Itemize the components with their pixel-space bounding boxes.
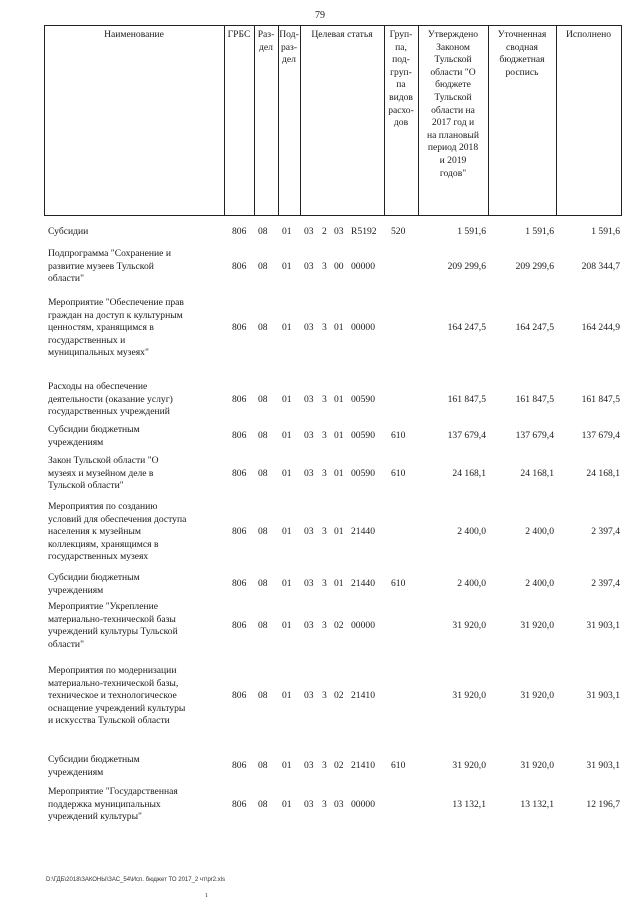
cell-target-event: 02 [334, 760, 344, 772]
cell-target-program: 03 [304, 619, 314, 631]
header-line: под- [392, 54, 410, 66]
cell-executed: 137 679,4 [581, 430, 620, 442]
header-line: па [396, 79, 406, 91]
cell-podrazdel: 01 [282, 798, 292, 810]
table-row [44, 297, 622, 360]
cell-target-program: 03 [304, 467, 314, 479]
row-name-line: Расходы на обеспечение [48, 381, 148, 392]
cell-grbs: 806 [232, 467, 247, 479]
row-name [48, 786, 224, 824]
cell-approved: 13 132,1 [452, 798, 486, 810]
row-name-line: музеях и музейном деле в [48, 467, 154, 479]
cell-podrazdel: 01 [282, 760, 292, 772]
row-name-line: области" [48, 273, 84, 285]
row-name-line: граждан на доступ к культурным [48, 309, 183, 321]
cell-target-direction: 21440 [351, 526, 375, 538]
header-line: бюджете [435, 79, 471, 91]
row-name-line: учреждений культуры Тульской [48, 626, 178, 638]
header-line: Наименование [104, 29, 164, 40]
table-row [44, 424, 622, 449]
cell-grbs: 806 [232, 226, 247, 237]
cell-grbs: 806 [232, 798, 247, 810]
header-expense-group [384, 29, 418, 130]
header-line: Раз- [257, 29, 275, 40]
cell-refined: 31 920,0 [520, 619, 554, 631]
row-name [48, 226, 224, 239]
cell-target-direction: 00590 [351, 393, 375, 405]
row-name-line: учреждений культуры" [48, 811, 142, 823]
cell-approved: 24 168,1 [452, 467, 486, 479]
bottom-mark: 1 [205, 893, 208, 899]
header-line: дов [393, 117, 409, 129]
header-line: на плановый [426, 129, 479, 141]
table-row [44, 754, 622, 779]
cell-razdel: 08 [258, 798, 268, 810]
cell-target-subprogram: 3 [322, 526, 327, 538]
row-name [48, 248, 224, 286]
cell-target-subprogram: 3 [322, 322, 327, 334]
row-name-line: Субсидии бюджетным [48, 424, 140, 435]
cell-expense-group: 520 [391, 226, 406, 237]
cell-refined: 13 132,1 [520, 798, 554, 810]
cell-podrazdel: 01 [282, 578, 292, 590]
cell-target-direction: 00000 [351, 798, 375, 810]
cell-razdel: 08 [258, 393, 268, 405]
header-line: бюджетная [499, 54, 545, 66]
cell-approved: 209 299,6 [447, 260, 486, 272]
cell-grbs: 806 [232, 260, 247, 272]
cell-grbs: 806 [232, 619, 247, 631]
page-number: 79 [315, 10, 325, 21]
table-row [44, 248, 622, 286]
cell-target-event: 03 [334, 798, 344, 810]
cell-target-direction: 00590 [351, 467, 375, 479]
cell-executed: 31 903,1 [586, 619, 620, 631]
cell-target-event: 01 [334, 393, 344, 405]
row-name-line: учреждениям [48, 584, 104, 596]
header-line: груп- [390, 66, 412, 78]
row-name-line: государственных музеях [48, 551, 149, 563]
header-top-rule [44, 25, 622, 26]
cell-target-program: 03 [304, 578, 314, 590]
cell-target-subprogram: 3 [322, 619, 327, 631]
row-name-line: учреждениям [48, 436, 104, 448]
header-line: годов" [439, 167, 467, 179]
cell-razdel: 08 [258, 430, 268, 442]
row-name-line: Мероприятие "Обеспечение прав [48, 297, 184, 308]
table-row [44, 501, 622, 564]
cell-refined: 2 400,0 [525, 578, 554, 590]
row-name-line: Подпрограмма "Сохранение и [48, 248, 171, 259]
row-name [48, 754, 224, 779]
cell-target-event: 02 [334, 690, 344, 702]
header-line: видов [389, 91, 413, 103]
row-name-line: Субсидии бюджетным [48, 572, 140, 583]
cell-refined: 1 591,6 [525, 226, 554, 237]
header-line: роспись [505, 66, 539, 78]
cell-refined: 164 247,5 [515, 322, 554, 334]
cell-expense-group: 610 [391, 760, 406, 772]
cell-podrazdel: 01 [282, 430, 292, 442]
row-name-line: учреждениям [48, 766, 104, 778]
cell-executed: 1 591,6 [591, 226, 620, 237]
header-line: дел [282, 54, 296, 66]
row-name-line: и искусства Тульской области [48, 715, 170, 727]
header-podrazdel [278, 29, 300, 67]
cell-podrazdel: 01 [282, 393, 292, 405]
cell-razdel: 08 [258, 322, 268, 334]
row-name-line: Тульской области" [48, 480, 124, 492]
row-name-line: материально-технической базы [48, 613, 176, 625]
row-name-line: населения к музейным [48, 526, 141, 538]
cell-target-subprogram: 2 [322, 226, 327, 237]
header-line: области "О [430, 66, 476, 78]
row-name-line: муниципальных музеях" [48, 347, 149, 359]
cell-podrazdel: 01 [282, 690, 292, 702]
row-name [48, 572, 224, 597]
row-name [48, 601, 224, 651]
cell-target-subprogram: 3 [322, 578, 327, 590]
cell-approved: 2 400,0 [457, 578, 486, 590]
header-line: Законом [436, 41, 470, 53]
file-path-footer: D:\ГДБ\2018\ЗАКОНЫ\ЗАС_54\Исп. бюджет ТО 2017_2 чт\pr2.xls [46, 877, 226, 883]
cell-executed: 161 847,5 [581, 393, 620, 405]
header-line: сводная [506, 41, 538, 53]
cell-expense-group: 610 [391, 430, 406, 442]
column-divider [621, 25, 622, 215]
row-name [48, 297, 224, 360]
header-line: ГРБС [227, 29, 251, 40]
cell-target-subprogram: 3 [322, 760, 327, 772]
cell-razdel: 08 [258, 226, 268, 237]
row-name-line: условий для обеспечения доступа [48, 513, 187, 525]
cell-target-event: 03 [334, 226, 344, 237]
cell-approved: 31 920,0 [452, 760, 486, 772]
row-name-line: ценностям, хранящимся в [48, 322, 154, 334]
header-name [44, 29, 224, 42]
cell-grbs: 806 [232, 322, 247, 334]
header-line: Тульской [434, 91, 472, 103]
row-name-line: Субсидии бюджетным [48, 754, 140, 765]
header-line: дел [259, 41, 273, 53]
row-name-line: Мероприятие "Государственная [48, 786, 178, 797]
row-name-line: материально-технической базы, [48, 677, 179, 689]
column-divider [556, 25, 557, 215]
cell-executed: 24 168,1 [586, 467, 620, 479]
cell-podrazdel: 01 [282, 260, 292, 272]
column-divider [300, 25, 301, 215]
cell-target-direction: 00590 [351, 430, 375, 442]
cell-target-program: 03 [304, 260, 314, 272]
cell-approved: 2 400,0 [457, 526, 486, 538]
column-divider [44, 25, 45, 215]
cell-refined: 161 847,5 [515, 393, 554, 405]
row-name [48, 455, 224, 493]
table-row [44, 381, 622, 419]
cell-razdel: 08 [258, 760, 268, 772]
cell-target-program: 03 [304, 393, 314, 405]
cell-target-subprogram: 3 [322, 430, 327, 442]
cell-target-subprogram: 3 [322, 798, 327, 810]
cell-grbs: 806 [232, 760, 247, 772]
cell-refined: 24 168,1 [520, 467, 554, 479]
cell-executed: 31 903,1 [586, 690, 620, 702]
header-line: и 2019 [439, 154, 467, 166]
table-row [44, 455, 622, 493]
cell-podrazdel: 01 [282, 526, 292, 538]
cell-target-event: 01 [334, 526, 344, 538]
cell-executed: 164 244,9 [581, 322, 620, 334]
cell-razdel: 08 [258, 526, 268, 538]
header-line: расхо- [388, 104, 414, 116]
row-name-line: коллекциям, хранящимся в [48, 538, 159, 550]
cell-expense-group: 610 [391, 578, 406, 590]
cell-target-subprogram: 3 [322, 690, 327, 702]
cell-refined: 137 679,4 [515, 430, 554, 442]
header-line: период 2018 [427, 142, 479, 154]
table-row [44, 572, 622, 597]
cell-executed: 31 903,1 [586, 760, 620, 772]
row-name-line: развитие музеев Тульской [48, 260, 154, 272]
header-line: Уточненная [497, 29, 547, 40]
cell-target-direction: R5192 [351, 226, 377, 237]
table-row [44, 601, 622, 651]
cell-razdel: 08 [258, 467, 268, 479]
cell-refined: 31 920,0 [520, 760, 554, 772]
cell-target-direction: 00000 [351, 619, 375, 631]
cell-refined: 31 920,0 [520, 690, 554, 702]
cell-approved: 161 847,5 [447, 393, 486, 405]
header-line: области на [431, 104, 475, 116]
row-name-line: деятельности (оказание услуг) [48, 393, 173, 405]
cell-razdel: 08 [258, 260, 268, 272]
cell-grbs: 806 [232, 393, 247, 405]
cell-target-direction: 00000 [351, 260, 375, 272]
cell-grbs: 806 [232, 430, 247, 442]
cell-executed: 208 344,7 [581, 260, 620, 272]
cell-executed: 2 397,4 [591, 526, 620, 538]
header-line: Под- [279, 29, 299, 40]
cell-target-subprogram: 3 [322, 260, 327, 272]
table-header [44, 25, 622, 216]
cell-grbs: 806 [232, 578, 247, 590]
header-line: 2017 год и [431, 117, 475, 129]
row-name-line: государственных и [48, 334, 126, 346]
cell-approved: 164 247,5 [447, 322, 486, 334]
header-line: Тульской [434, 54, 472, 66]
cell-target-event: 01 [334, 430, 344, 442]
header-refined [488, 29, 556, 79]
cell-target-program: 03 [304, 430, 314, 442]
cell-target-event: 01 [334, 467, 344, 479]
header-approved [418, 29, 488, 180]
row-name [48, 381, 224, 419]
cell-target-event: 02 [334, 619, 344, 631]
cell-podrazdel: 01 [282, 322, 292, 334]
row-name-line: Мероприятия по созданию [48, 501, 158, 512]
row-name-line: Мероприятие "Укрепление [48, 601, 159, 612]
row-name-line: оснащение учреждений культуры [48, 702, 186, 714]
header-target-article [300, 29, 384, 42]
table-row [44, 786, 622, 824]
row-name-line: Мероприятия по модернизации [48, 665, 177, 676]
cell-razdel: 08 [258, 619, 268, 631]
cell-target-direction: 00000 [351, 322, 375, 334]
cell-target-program: 03 [304, 322, 314, 334]
row-name-line: Закон Тульской области "О [48, 455, 159, 466]
header-line: Целевая статья [311, 29, 373, 40]
cell-target-direction: 21410 [351, 760, 375, 772]
cell-target-program: 03 [304, 226, 314, 237]
header-line: па, [395, 41, 407, 53]
row-name [48, 424, 224, 449]
cell-target-program: 03 [304, 690, 314, 702]
header-line: Исполнено [565, 29, 612, 40]
cell-refined: 209 299,6 [515, 260, 554, 272]
header-line: Груп- [389, 29, 413, 40]
header-executed [556, 29, 621, 42]
cell-target-event: 00 [334, 260, 344, 272]
cell-target-event: 01 [334, 578, 344, 590]
cell-podrazdel: 01 [282, 619, 292, 631]
cell-podrazdel: 01 [282, 226, 292, 237]
cell-target-program: 03 [304, 760, 314, 772]
cell-podrazdel: 01 [282, 467, 292, 479]
row-name [48, 501, 224, 564]
cell-razdel: 08 [258, 690, 268, 702]
cell-approved: 1 591,6 [457, 226, 486, 237]
row-name-line: государственных учреждений [48, 406, 170, 418]
table-row [44, 226, 622, 239]
cell-target-program: 03 [304, 798, 314, 810]
row-name [48, 665, 224, 728]
cell-approved: 31 920,0 [452, 690, 486, 702]
row-name-line: техническое и технологическое [48, 690, 177, 702]
cell-target-subprogram: 3 [322, 393, 327, 405]
header-line: раз- [280, 41, 298, 53]
table-row [44, 665, 622, 728]
row-name-line: Субсидии [48, 226, 89, 237]
cell-grbs: 806 [232, 690, 247, 702]
column-divider [224, 25, 225, 215]
cell-approved: 137 679,4 [447, 430, 486, 442]
header-razdel [254, 29, 278, 54]
header-line: Утверждено [427, 29, 479, 40]
row-name-line: поддержка муниципальных [48, 798, 161, 810]
cell-target-direction: 21410 [351, 690, 375, 702]
cell-refined: 2 400,0 [525, 526, 554, 538]
header-grbs [224, 29, 254, 42]
cell-approved: 31 920,0 [452, 619, 486, 631]
cell-target-event: 01 [334, 322, 344, 334]
header-bottom-rule [44, 215, 622, 216]
row-name-line: области" [48, 638, 84, 650]
cell-target-subprogram: 3 [322, 467, 327, 479]
cell-razdel: 08 [258, 578, 268, 590]
cell-grbs: 806 [232, 526, 247, 538]
cell-expense-group: 610 [391, 467, 406, 479]
cell-target-direction: 21440 [351, 578, 375, 590]
cell-executed: 12 196,7 [586, 798, 620, 810]
cell-executed: 2 397,4 [591, 578, 620, 590]
cell-target-program: 03 [304, 526, 314, 538]
